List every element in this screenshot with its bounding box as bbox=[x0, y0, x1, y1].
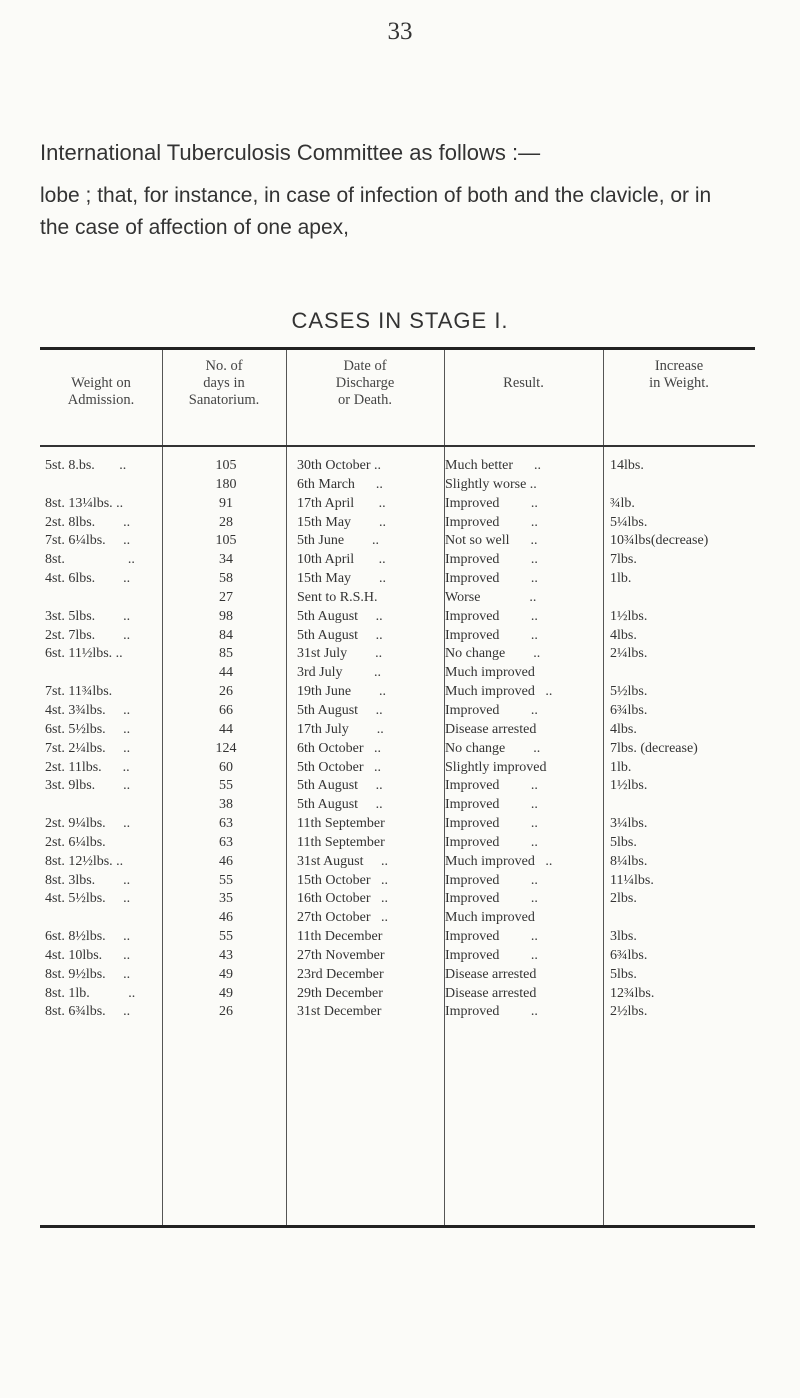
cell-days: 55 bbox=[219, 778, 233, 794]
table-row bbox=[40, 589, 755, 608]
cell-increase: 5lbs. bbox=[610, 834, 637, 850]
cell-date: 15th May .. bbox=[297, 514, 387, 530]
cell-date: 31st July .. bbox=[297, 646, 383, 662]
cell-date: 23rd December bbox=[297, 966, 384, 982]
cell-increase: 1½lbs. bbox=[610, 608, 648, 624]
cell-date: 11th December bbox=[297, 929, 383, 945]
cell-days: 124 bbox=[215, 740, 237, 756]
cell-increase: 7lbs. (decrease) bbox=[610, 740, 698, 756]
cell-result: Disease arrested bbox=[445, 721, 537, 737]
cell-days: 38 bbox=[219, 797, 233, 813]
cell-weight: 5st. 8.bs. .. bbox=[45, 458, 127, 473]
cell-days: 49 bbox=[219, 966, 233, 982]
cell-date: 5th August .. bbox=[297, 797, 383, 813]
table-row bbox=[40, 457, 755, 476]
cell-days: 26 bbox=[219, 1004, 233, 1020]
table-row bbox=[40, 1003, 755, 1022]
cell-increase: 4lbs. bbox=[610, 627, 637, 643]
table-title: CASES IN STAGE I. bbox=[291, 308, 509, 333]
cell-date: 11th September bbox=[297, 834, 385, 850]
cell-weight: 7st. 6¼lbs. .. bbox=[45, 533, 131, 549]
cell-increase: 11¼lbs. bbox=[610, 872, 654, 888]
cell-days: 180 bbox=[215, 476, 237, 492]
cell-date: 5th October .. bbox=[297, 759, 381, 775]
cell-increase: 6¾lbs. bbox=[610, 947, 648, 963]
page-number: 33 bbox=[387, 18, 413, 45]
cell-days: 105 bbox=[215, 458, 237, 473]
cell-weight: 4st. 3¾lbs. .. bbox=[45, 702, 131, 718]
header-rule bbox=[40, 445, 755, 447]
cell-date: 17th April .. bbox=[297, 495, 386, 511]
cell-result: Not so well .. bbox=[445, 533, 538, 549]
cell-result: Improved .. bbox=[445, 797, 538, 813]
cell-weight: 8st. .. bbox=[45, 552, 135, 568]
cell-date: 5th June .. bbox=[297, 533, 380, 549]
table-row bbox=[40, 966, 755, 985]
table-row bbox=[40, 721, 755, 740]
cell-days: 105 bbox=[215, 533, 237, 549]
section-heading: International Tuberculosis Committee as follows :— bbox=[40, 140, 541, 165]
table-row bbox=[40, 759, 755, 778]
cell-days: 44 bbox=[219, 665, 233, 681]
header-result: Result. bbox=[503, 375, 544, 391]
cell-date: 3rd July .. bbox=[297, 665, 381, 681]
cell-result: Improved .. bbox=[445, 552, 538, 568]
cell-increase: 2lbs. bbox=[610, 891, 637, 907]
cell-increase: 14lbs. bbox=[610, 458, 644, 473]
cell-increase: 12¾lbs. bbox=[610, 985, 655, 1001]
cell-increase: 1lb. bbox=[610, 571, 632, 587]
cell-increase: 5½lbs. bbox=[610, 684, 648, 700]
table-row bbox=[40, 532, 755, 551]
cell-days: 85 bbox=[219, 646, 233, 662]
cell-result: Disease arrested bbox=[445, 966, 537, 982]
cell-days: 60 bbox=[219, 759, 233, 775]
cell-days: 66 bbox=[219, 702, 233, 718]
cell-weight: 2st. 6¼lbs. bbox=[45, 834, 106, 850]
cell-date: 27th October .. bbox=[297, 910, 388, 926]
cell-result: No change .. bbox=[445, 740, 541, 756]
cell-date: 16th October .. bbox=[297, 891, 388, 907]
cell-result: Much improved bbox=[445, 910, 535, 926]
cell-weight: 3st. 5lbs. .. bbox=[45, 608, 131, 624]
cell-date: Sent to R.S.H. bbox=[297, 589, 378, 605]
cell-increase: 3¼lbs. bbox=[610, 816, 648, 832]
cell-date: 29th December bbox=[297, 985, 383, 1001]
table-row bbox=[40, 551, 755, 570]
table-row bbox=[40, 815, 755, 834]
table-row bbox=[40, 664, 755, 683]
cell-weight: 4st. 6lbs. .. bbox=[45, 571, 131, 587]
cell-date: 10th April .. bbox=[297, 552, 386, 568]
cell-date: 27th November bbox=[297, 947, 385, 963]
cell-days: 28 bbox=[219, 514, 233, 530]
cell-result: Improved .. bbox=[445, 872, 538, 888]
cell-days: 58 bbox=[219, 571, 233, 587]
cell-days: 55 bbox=[219, 872, 233, 888]
cell-increase: 3lbs. bbox=[610, 929, 637, 945]
cell-increase: 4lbs. bbox=[610, 721, 637, 737]
table-row bbox=[40, 777, 755, 796]
cell-weight: 2st. 9¼lbs. .. bbox=[45, 816, 131, 832]
cell-days: 63 bbox=[219, 834, 233, 850]
cell-result: Improved .. bbox=[445, 929, 538, 945]
table-row bbox=[40, 740, 755, 759]
cell-days: 43 bbox=[219, 947, 233, 963]
table-row bbox=[40, 890, 755, 909]
cell-date: 15th May .. bbox=[297, 571, 387, 587]
cell-weight: 2st. 11lbs. .. bbox=[45, 759, 130, 775]
cell-days: 98 bbox=[219, 608, 233, 624]
table-row bbox=[40, 702, 755, 721]
table-row bbox=[40, 985, 755, 1004]
cell-date: 5th August .. bbox=[297, 627, 383, 643]
cell-days: 26 bbox=[219, 684, 233, 700]
cell-increase: 5¼lbs. bbox=[610, 514, 648, 530]
cell-increase: ¾lb. bbox=[610, 495, 635, 511]
table-row bbox=[40, 909, 755, 928]
cell-increase: 2½lbs. bbox=[610, 1004, 648, 1020]
cell-date: 19th June .. bbox=[297, 684, 387, 700]
cell-result: Improved .. bbox=[445, 608, 538, 624]
cell-days: 63 bbox=[219, 816, 233, 832]
cell-date: 5th August .. bbox=[297, 608, 383, 624]
cell-date: 6th March .. bbox=[297, 476, 383, 492]
cell-date: 15th October .. bbox=[297, 872, 388, 888]
cell-days: 55 bbox=[219, 929, 233, 945]
cell-weight: 8st. 9½lbs. .. bbox=[45, 966, 131, 982]
cell-increase: 6¾lbs. bbox=[610, 702, 648, 718]
table-row bbox=[40, 476, 755, 495]
cell-weight: 8st. 3lbs. .. bbox=[45, 872, 131, 888]
cell-result: Much better .. bbox=[445, 458, 542, 473]
table-body bbox=[40, 457, 755, 1022]
intro-paragraph: lobe ; that, for instance, in case of infection of both and the clavicle, or in the case of affection of one apex, bbox=[40, 184, 712, 239]
cell-result: Improved .. bbox=[445, 627, 538, 643]
table-row bbox=[40, 853, 755, 872]
cell-weight: 8st. 13¼lbs. .. bbox=[45, 495, 124, 511]
cell-date: 17th July .. bbox=[297, 721, 384, 737]
cell-days: 91 bbox=[219, 495, 233, 511]
cell-result: Much improved .. bbox=[445, 853, 553, 869]
cell-result: Slightly worse .. bbox=[445, 476, 537, 492]
cell-weight: 6st. 5½lbs. .. bbox=[45, 721, 131, 737]
cell-result: Improved .. bbox=[445, 778, 538, 794]
cell-weight: 4st. 10lbs. .. bbox=[45, 947, 131, 963]
table-row bbox=[40, 570, 755, 589]
cell-result: Slightly improved bbox=[445, 759, 547, 775]
cell-weight: 6st. 8½lbs. .. bbox=[45, 929, 131, 945]
cell-increase: 10¾lbs(decrease) bbox=[610, 533, 709, 549]
table-row bbox=[40, 627, 755, 646]
table-row bbox=[40, 872, 755, 891]
cell-result: Improved .. bbox=[445, 702, 538, 718]
cell-result: Worse .. bbox=[445, 589, 537, 605]
cell-weight: 2st. 8lbs. .. bbox=[45, 514, 131, 530]
cell-increase: 7lbs. bbox=[610, 552, 637, 568]
cell-result: Improved .. bbox=[445, 1004, 538, 1020]
cell-result: Improved .. bbox=[445, 816, 538, 832]
header-days: No. of days in Sanatorium. bbox=[188, 358, 260, 408]
table-row bbox=[40, 514, 755, 533]
header-weight: Weight on Admission. bbox=[67, 375, 135, 408]
table-row bbox=[40, 796, 755, 815]
cell-days: 27 bbox=[219, 589, 233, 605]
cell-result: Much improved .. bbox=[445, 684, 553, 700]
cell-increase: 5lbs. bbox=[610, 966, 637, 982]
cell-increase: 1½lbs. bbox=[610, 778, 648, 794]
cell-increase: 1lb. bbox=[610, 759, 632, 775]
table-row bbox=[40, 928, 755, 947]
cell-increase: 2¼lbs. bbox=[610, 646, 648, 662]
cell-days: 34 bbox=[219, 552, 233, 568]
cell-result: Disease arrested bbox=[445, 985, 537, 1001]
cell-weight: 3st. 9lbs. .. bbox=[45, 778, 131, 794]
cases-table bbox=[40, 347, 755, 1228]
cell-days: 84 bbox=[219, 627, 233, 643]
table-row bbox=[40, 834, 755, 853]
cell-result: Improved .. bbox=[445, 834, 538, 850]
table-row bbox=[40, 683, 755, 702]
cell-weight: 8st. 6¾lbs. .. bbox=[45, 1004, 131, 1020]
table-row bbox=[40, 947, 755, 966]
cell-date: 31st August .. bbox=[297, 853, 389, 869]
cell-days: 44 bbox=[219, 721, 233, 737]
cell-days: 49 bbox=[219, 985, 233, 1001]
cell-result: Improved .. bbox=[445, 495, 538, 511]
cell-days: 46 bbox=[219, 910, 233, 926]
table-row bbox=[40, 608, 755, 627]
cell-weight: 7st. 2¼lbs. .. bbox=[45, 740, 131, 756]
cell-result: Improved .. bbox=[445, 571, 538, 587]
cell-result: Improved .. bbox=[445, 514, 538, 530]
table-row bbox=[40, 495, 755, 514]
cell-weight: 8st. 1lb. .. bbox=[45, 985, 136, 1001]
cell-date: 11th September bbox=[297, 816, 385, 832]
cell-date: 31st December bbox=[297, 1004, 382, 1020]
cell-result: Improved .. bbox=[445, 947, 538, 963]
cell-result: Much improved bbox=[445, 665, 535, 681]
cell-result: Improved .. bbox=[445, 891, 538, 907]
table-row bbox=[40, 645, 755, 664]
cell-weight: 2st. 7lbs. .. bbox=[45, 627, 131, 643]
cell-weight: 7st. 11¾lbs. bbox=[45, 684, 113, 700]
cell-weight: 8st. 12½lbs. .. bbox=[45, 853, 124, 869]
cell-date: 30th October .. bbox=[297, 458, 381, 473]
cell-date: 6th October .. bbox=[297, 740, 381, 756]
cell-days: 46 bbox=[219, 853, 233, 869]
cell-date: 5th August .. bbox=[297, 778, 383, 794]
cell-increase: 8¼lbs. bbox=[610, 853, 648, 869]
header-increase: Increase in Weight. bbox=[649, 358, 709, 391]
cell-result: No change .. bbox=[445, 646, 541, 662]
cell-days: 35 bbox=[219, 891, 233, 907]
header-date: Date of Discharge or Death. bbox=[335, 358, 395, 408]
cell-weight: 4st. 5½lbs. .. bbox=[45, 891, 131, 907]
cell-date: 5th August .. bbox=[297, 702, 383, 718]
cell-weight: 6st. 11½lbs. .. bbox=[45, 646, 123, 662]
